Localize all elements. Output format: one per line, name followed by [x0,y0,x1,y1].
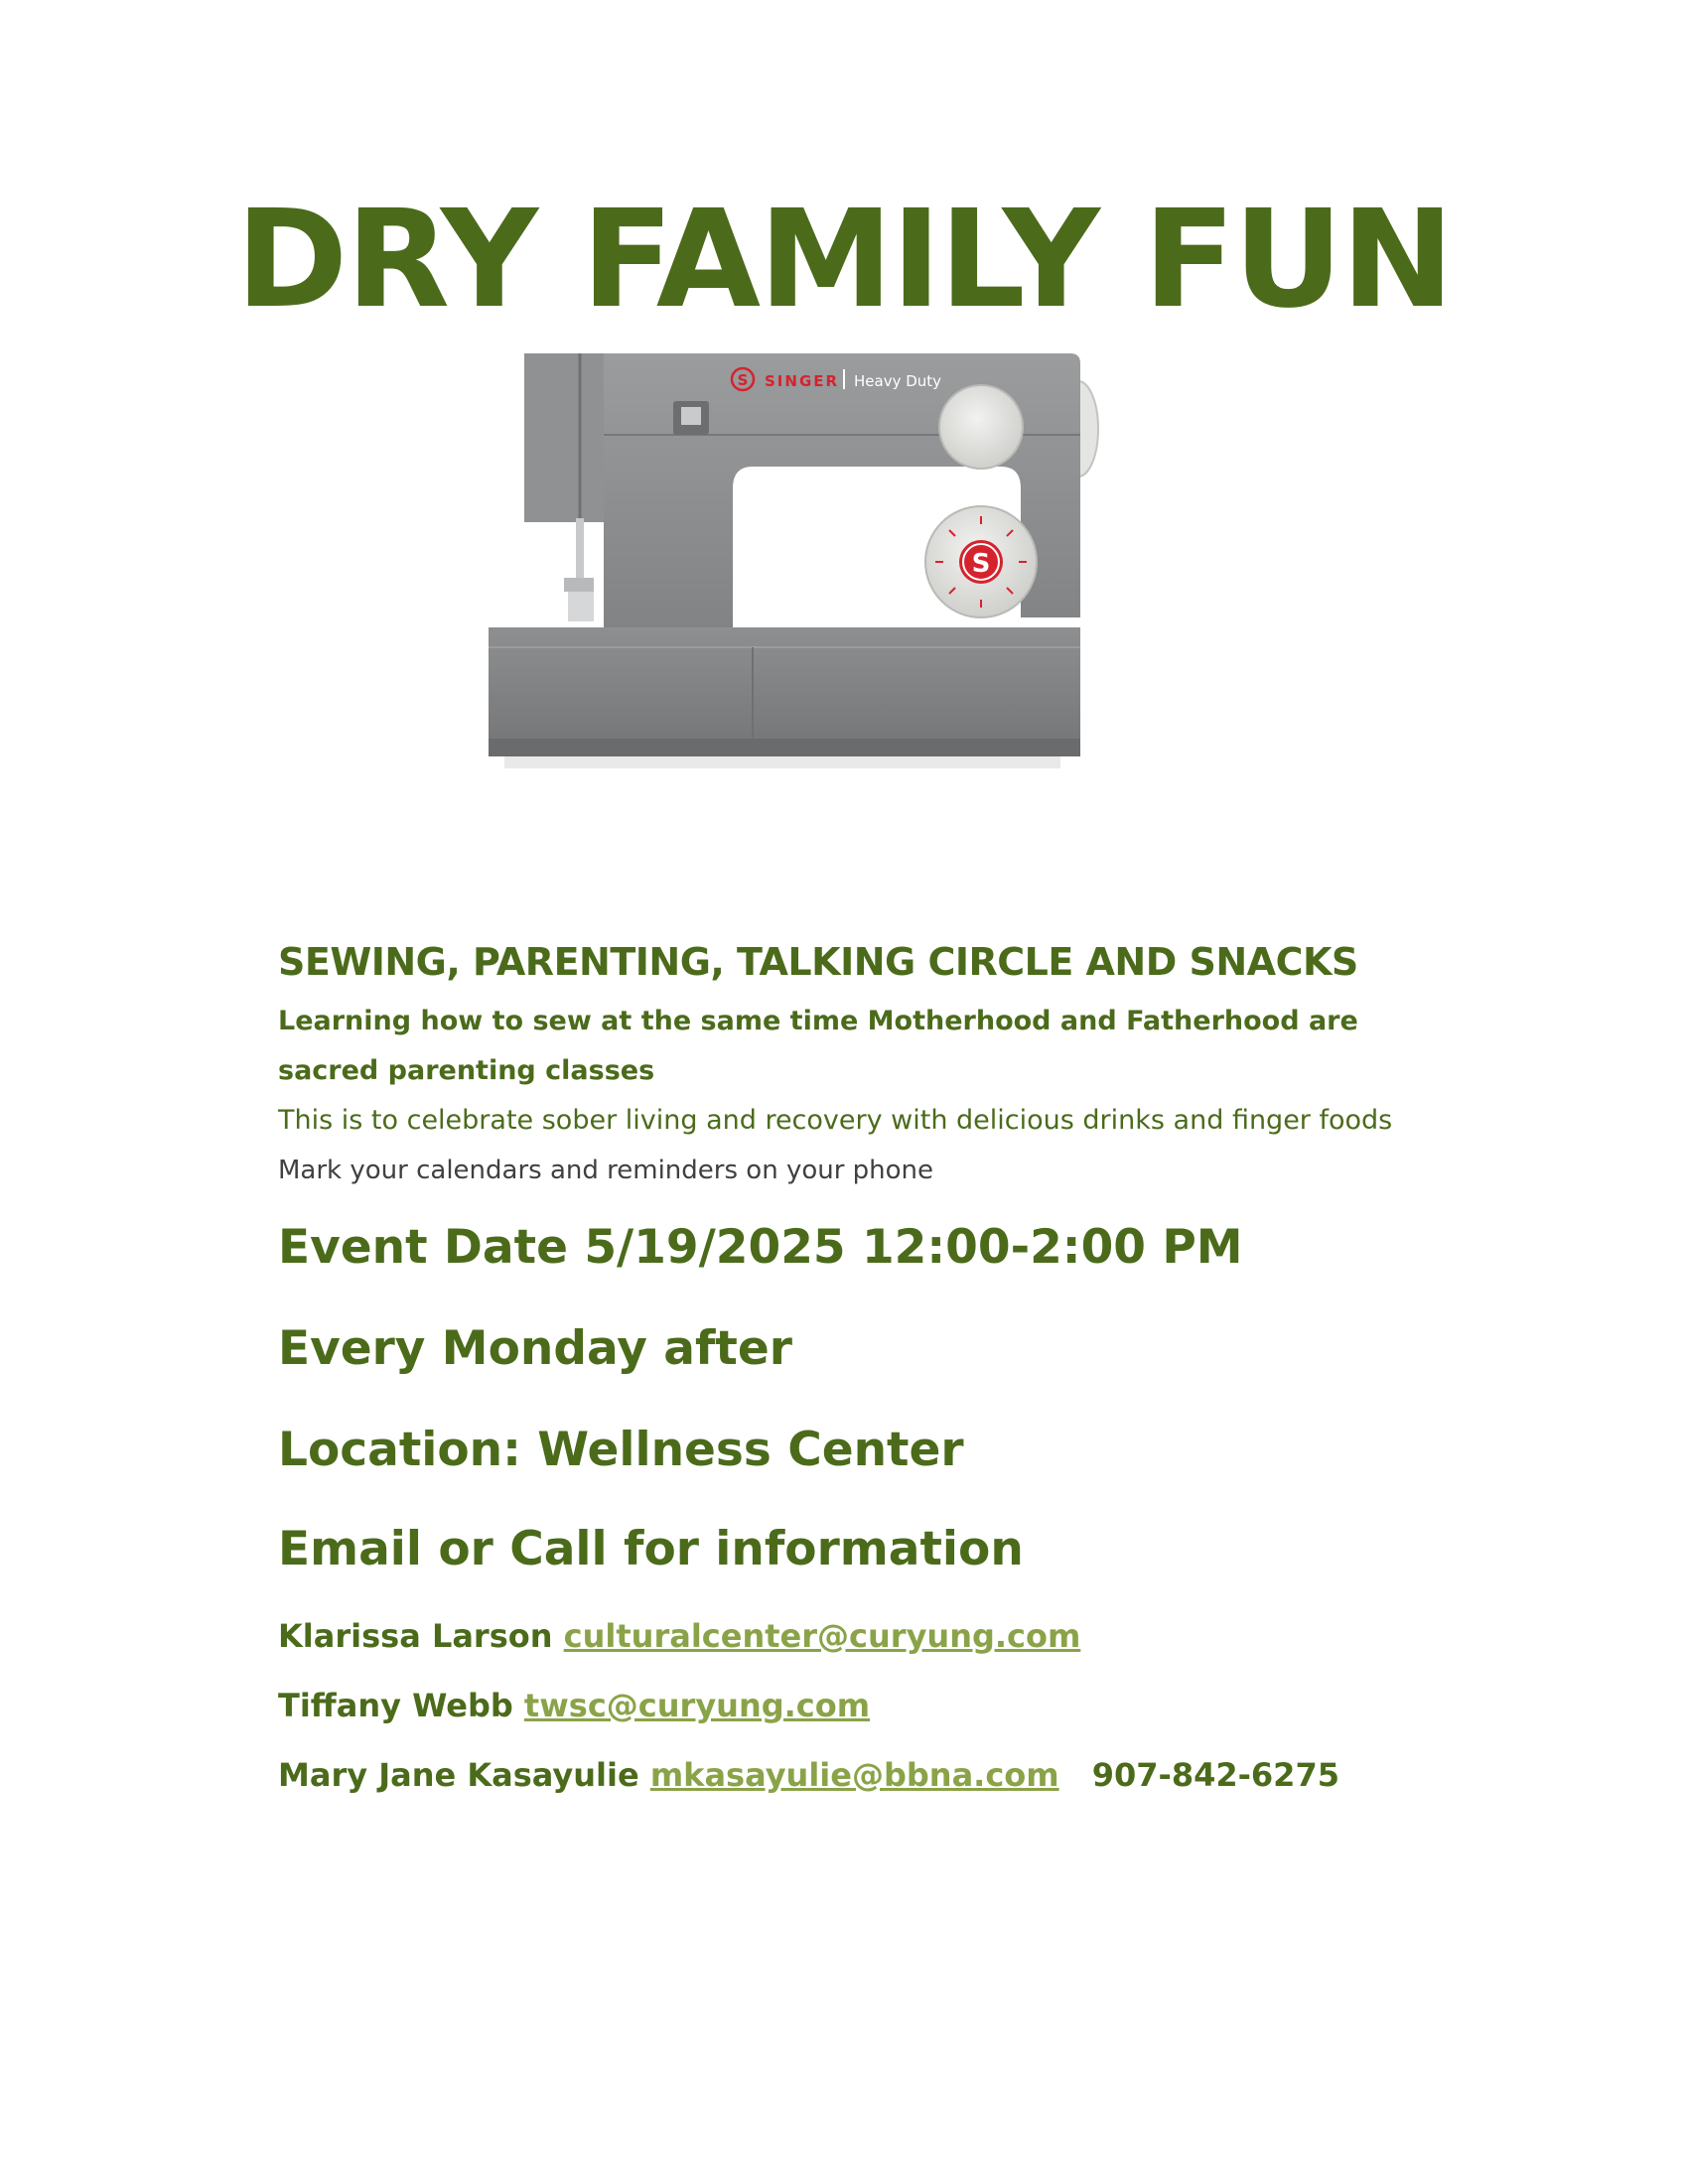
recurrence: Every Monday after [278,1321,792,1376]
dial-letter: S [971,549,991,579]
contact-email-link[interactable]: culturalcenter@curyung.com [563,1617,1081,1655]
contact-row [278,1755,1450,1795]
flyer-body [278,937,1450,1795]
flyer-title: DRY FAMILY FUN [235,182,1453,339]
contact-row [278,1616,1450,1656]
calendar-reminder: Mark your calendars and reminders on your phone [278,1156,934,1185]
machine-model-text: Heavy Duty [854,372,942,390]
location: Location: Wellness Center [278,1423,964,1477]
event-date: Event Date 5/19/2025 12:00-2:00 PM [278,1220,1243,1275]
info-heading: Email or Call for information [278,1522,1024,1576]
machine-brand-text: SINGER [765,372,840,390]
svg-text:S: S [737,371,749,389]
activities-subheading: SEWING, PARENTING, TALKING CIRCLE AND SNACKS [278,940,1358,984]
sewing-machine-image [485,349,1100,826]
contact-row [278,1686,1450,1725]
contact-phone: 907-842-6275 [1091,1756,1339,1794]
sewing-machine-icon [485,349,1100,826]
celebration-description: This is to celebrate sober living and recovery with delicious drinks and finger foods [278,1105,1393,1136]
contact-name: Klarissa Larson [278,1617,553,1655]
sewing-description: Learning how to sew at the same time Motherhood and Fatherhood are sacred parenting classes [278,1006,1358,1086]
contact-email-link[interactable]: mkasayulie@bbna.com [649,1756,1059,1794]
contact-name: Tiffany Webb [278,1687,513,1724]
contact-email-link[interactable]: twsc@curyung.com [523,1687,871,1724]
contact-name: Mary Jane Kasayulie [278,1756,639,1794]
